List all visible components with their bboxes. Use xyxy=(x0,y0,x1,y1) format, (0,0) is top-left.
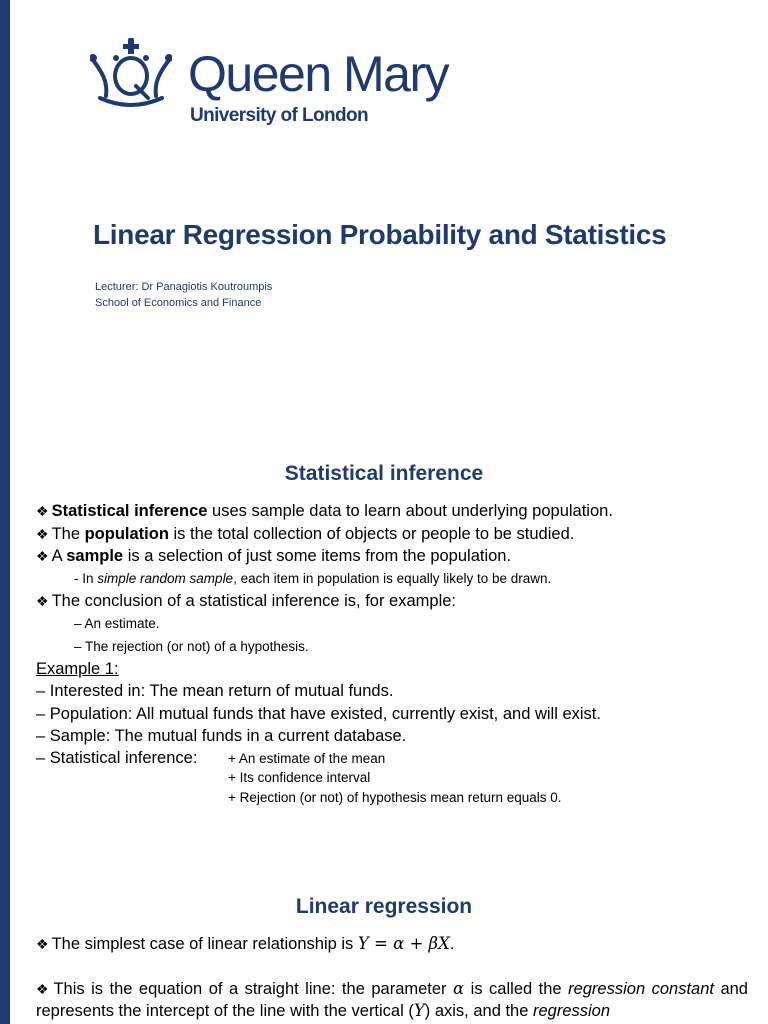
university-logo xyxy=(90,38,449,130)
bullet-sample: ❖ A sample is a selection of just some items from the population. xyxy=(36,547,512,565)
crown-crest-icon xyxy=(90,38,172,108)
logo-name: Queen Mary xyxy=(188,46,449,102)
example-interested: – Interested in: The mean return of mutual funds. xyxy=(36,682,394,700)
bullet-simplest-case: ❖ The simplest case of linear relationship is Y = α + βX. xyxy=(36,934,455,953)
example-confidence-interval: + Its confidence interval xyxy=(228,770,371,785)
diamond-bullet-icon: ❖ xyxy=(36,593,49,609)
lecturer-line: Lecturer: Dr Panagiotis Koutroumpis xyxy=(95,281,273,293)
bullet-conclusion: ❖ The conclusion of a statistical inference is, for example: xyxy=(36,592,457,610)
example-sample: – Sample: The mutual funds in a current database. xyxy=(36,727,407,745)
diamond-bullet-icon: ❖ xyxy=(36,526,49,542)
example-estimate-mean: + An estimate of the mean xyxy=(228,751,386,766)
page-title: Linear Regression Probability and Statistics xyxy=(93,219,667,250)
school-line: School of Economics and Finance xyxy=(95,297,262,309)
sub-simple-random-sample: - In simple random sample, each item in population is equally likely to be drawn. xyxy=(74,571,552,586)
example-rejection-hypothesis: + Rejection (or not) of hypothesis mean return equals 0. xyxy=(228,790,562,805)
diamond-bullet-icon: ❖ xyxy=(36,936,49,952)
diamond-bullet-icon: ❖ xyxy=(36,548,49,564)
bullet-straight-line: ❖ This is the equation of a straight line: the parameter α is called the regression constant and represents the intercept of the line with the vertical (Y) axis, and the regression xyxy=(36,979,748,1020)
example-label: Example 1: xyxy=(36,660,119,678)
bullet-population: ❖ The population is the total collection of objects or people to be studied. xyxy=(36,525,575,543)
sub-rejection: – The rejection (or not) of a hypothesis. xyxy=(74,639,309,654)
diamond-bullet-icon: ❖ xyxy=(36,981,51,997)
section-heading-linear-regression: Linear regression xyxy=(295,895,473,918)
section-heading-statistical-inference: Statistical inference xyxy=(284,462,484,485)
example-population: – Population: All mutual funds that have existed, currently exist, and will exist. xyxy=(36,705,601,723)
left-accent-bar xyxy=(0,0,10,1024)
sub-estimate: – An estimate. xyxy=(74,616,160,631)
bullet-statistical-inference: ❖ Statistical inference uses sample data to learn about underlying population. xyxy=(36,502,613,520)
diamond-bullet-icon: ❖ xyxy=(36,503,49,519)
logo-subtitle: University of London xyxy=(190,105,369,126)
example-statistical-inference: – Statistical inference: xyxy=(36,749,198,767)
